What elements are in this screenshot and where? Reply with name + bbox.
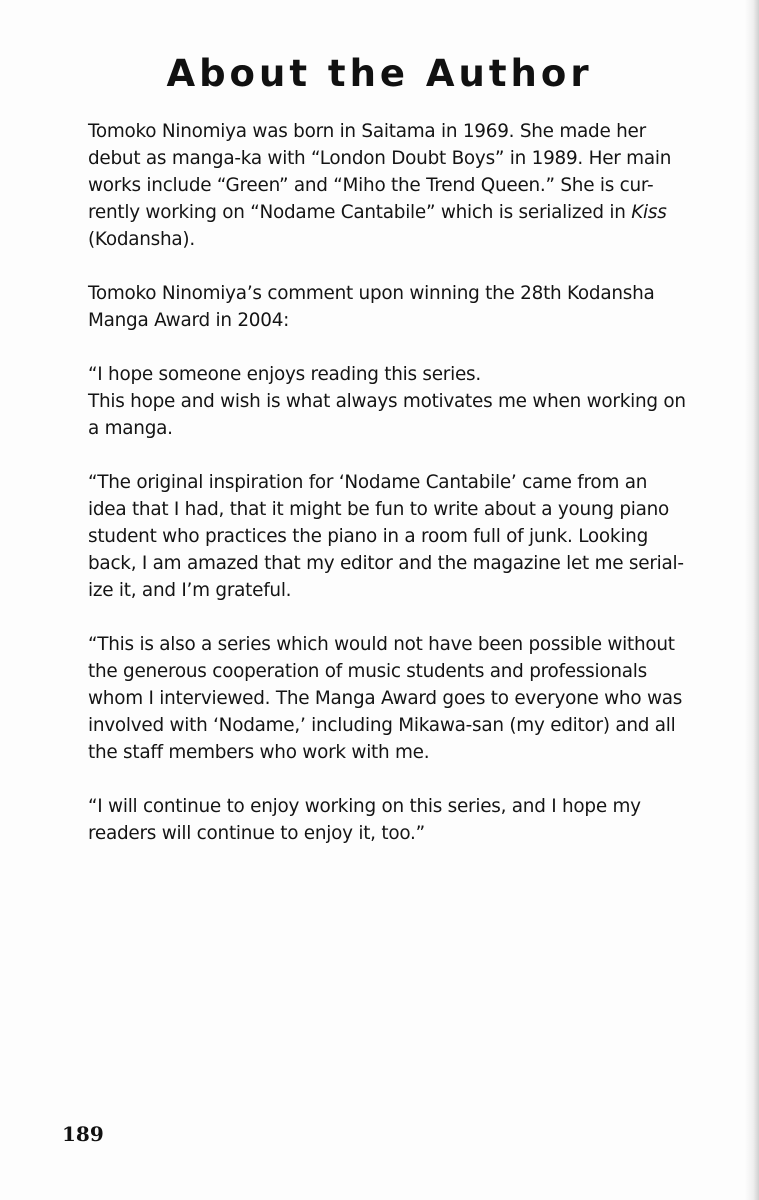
text-line: a manga. [88,418,173,439]
text-line: “I will continue to enjoy working on this series, and I hope my [88,796,641,817]
quote-paragraph [88,631,728,766]
text-line: (Kodansha). [88,229,195,250]
text-line: debut as manga-ka with “London Doubt Boys” in 1989. Her main [88,148,672,169]
text-line: back, I am amazed that my editor and the magazine let me serial- [88,553,684,574]
text-line: “This is also a series which would not have been possible without [88,634,675,655]
page-number: 189 [62,1122,104,1146]
text-line: whom I interviewed. The Manga Award goes to everyone who was [88,688,683,709]
text-line: Manga Award in 2004: [88,310,290,331]
quote-paragraph [88,469,728,604]
quote-paragraph [88,361,728,442]
text-line: idea that I had, that it might be fun to write about a young piano [88,499,670,520]
text-line: Tomoko Ninomiya was born in Saitama in 1969. She made her [88,121,646,142]
text-line: This hope and wish is what always motivates me when working on [88,391,686,412]
comment-intro-paragraph [88,280,728,334]
text-line [88,199,728,226]
text-line: the generous cooperation of music students and professionals [88,661,647,682]
bio-paragraph [88,118,728,253]
text-line: works include “Green” and “Miho the Trend Queen.” She is cur- [88,175,654,196]
page-title: About the Author [166,52,593,95]
text-line-part: rently working on “Nodame Cantabile” which is serialized in [88,202,632,223]
quote-paragraph [88,793,728,847]
text-line: ize it, and I’m grateful. [88,580,292,601]
text-line: involved with ‘Nodame,’ including Mikawa-san (my editor) and all [88,715,676,736]
text-line: “The original inspiration for ‘Nodame Cantabile’ came from an [88,472,648,493]
text-line: student who practices the piano in a room full of junk. Looking [88,526,649,547]
text-line: readers will continue to enjoy it, too.” [88,823,425,844]
text-line: “I hope someone enjoys reading this series. [88,364,481,385]
text-line: the staff members who work with me. [88,742,430,763]
magazine-title: Kiss [631,202,667,223]
text-line: Tomoko Ninomiya’s comment upon winning the 28th Kodansha [88,283,655,304]
author-bio-text [88,118,728,874]
page-edge-shadow [745,0,759,1200]
